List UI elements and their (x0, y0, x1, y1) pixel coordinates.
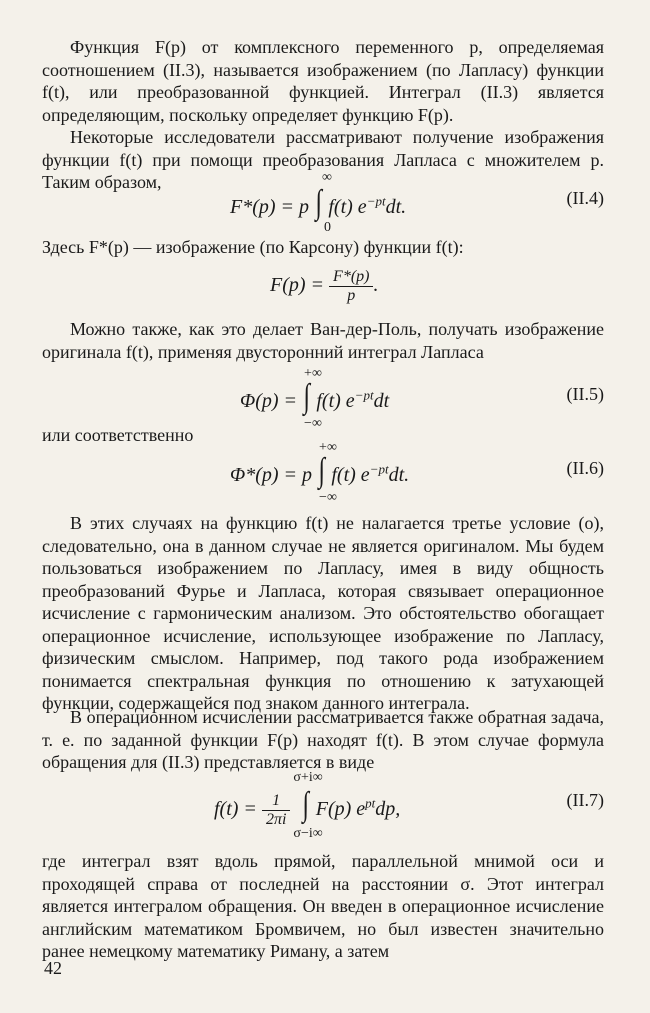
equation-ii-6 (42, 440, 604, 505)
carson-numerator: F*(p) (329, 268, 373, 287)
eq5-exponent: −pt (354, 387, 374, 403)
eq4-lhs: F*(p) = p (230, 196, 310, 218)
eq6-tail: dt. (388, 464, 410, 486)
paragraph-fourier-laplace: В этих случаях на функцию f(t) не налагается третье условие (о), следовательно, она в данном случае не является оригиналом. Мы будем пользоваться изображением по Лапласу, имея в виду общность преобразований Фурье и Лапласа, которая связывает операционное исчисление с гармоническим анализом. Это обстоятельство обогащает операционное исчисление, использующее изображение по Лапласу, физическим смыслом. Например, под такого рода изображением понимается спектральная функция по отношению к затухающей функции, содержащейся под знаком данного интеграла. (42, 513, 604, 713)
eq5-tail: dt (373, 390, 390, 412)
eq4-upper-limit: ∞ (322, 170, 333, 185)
eq4-lower-limit: 0 (324, 220, 332, 235)
eq7-denominator: 2πi (265, 810, 287, 828)
paragraph-or-respectively: или соответственно (42, 425, 194, 445)
equation-carson (42, 264, 604, 314)
equation-label-ii-4: (II.4) (566, 188, 604, 208)
eq7-exponent: pt (365, 795, 376, 811)
eq4-integrand: f(t) e (328, 196, 367, 218)
page-number: 42 (44, 958, 62, 978)
paragraph-carson-def: Здесь F*(p) — изображение (по Карсону) функции f(t): (42, 237, 464, 257)
carson-fraction (329, 268, 373, 305)
eq7-tail: dp, (375, 798, 401, 820)
eq6-upper-limit: +∞ (319, 440, 337, 455)
eq7-lower-limit: σ−i∞ (293, 826, 323, 841)
paragraph-carson-intro: Некоторые исследователи рассматривают получение изображения функции f(t) при помощи преобразования Лапласа с множителем p. Таким образом, (42, 127, 604, 192)
equation-ii-7 (42, 768, 604, 842)
eq7-lhs: f(t) = (214, 798, 257, 820)
equation-label-ii-5: (II.5) (566, 384, 604, 404)
eq5-lhs: Φ(p) = (240, 390, 298, 412)
eq7-numerator: 1 (262, 792, 290, 811)
paragraph-van-der-pol: Можно также, как это делает Ван-дер-Поль, получать изображение оригинала f(t), применяя двусторонний интеграл Лапласа (42, 319, 604, 362)
eq5-lower-limit: −∞ (304, 416, 322, 431)
equation-label-ii-6: (II.6) (566, 458, 604, 478)
eq5-upper-limit: +∞ (304, 366, 322, 381)
carson-denominator: p (347, 287, 356, 304)
carson-lhs: F(p) = (270, 274, 325, 297)
eq6-integrand: f(t) e (331, 464, 370, 486)
paragraph-inverse-problem: В операционном исчислении рассматривается также обратная задача, т. е. по заданной функции F(p) находят f(t). В этом случае формула обращения для (II.3) представляется в виде (42, 707, 604, 772)
integral-sign: ∫ (315, 184, 322, 221)
eq7-fraction (262, 792, 290, 829)
equation-ii-4 (42, 170, 604, 235)
carson-tail: . (373, 274, 379, 297)
equation-label-ii-7: (II.7) (566, 790, 604, 810)
integral-sign: ∫ (303, 378, 310, 415)
eq6-lhs: Φ*(p) = p (230, 464, 313, 486)
eq5-integrand: f(t) e (316, 390, 355, 412)
eq6-exponent: −pt (369, 461, 389, 477)
equation-ii-5 (42, 366, 604, 431)
integral-sign: ∫ (302, 786, 310, 823)
paragraph-laplace-image: Функция F(p) от комплексного переменного p, определяемая соотношением (II.3), называется изображением (по Лапласу) функции f(t), или преобразованной функцией. Интеграл (II.3) является определяющим, поскольку определяет функцию F(p). (42, 37, 604, 125)
eq4-tail: dt. (385, 196, 407, 218)
eq7-integrand: F(p) e (315, 798, 366, 820)
integral-sign: ∫ (318, 452, 325, 489)
eq4-exponent: −pt (366, 193, 386, 209)
eq7-upper-limit: σ+i∞ (293, 770, 323, 785)
eq6-lower-limit: −∞ (319, 490, 337, 505)
paragraph-inversion-integral: где интеграл взят вдоль прямой, параллельной мнимой оси и проходящей справа от последней на расстоянии σ. Этот интеграл является интегралом обращения. Он введен в операционное исчисление английским математиком Бромвичем, но был известен значительно ранее немецкому математику Риману, а затем (42, 851, 604, 961)
